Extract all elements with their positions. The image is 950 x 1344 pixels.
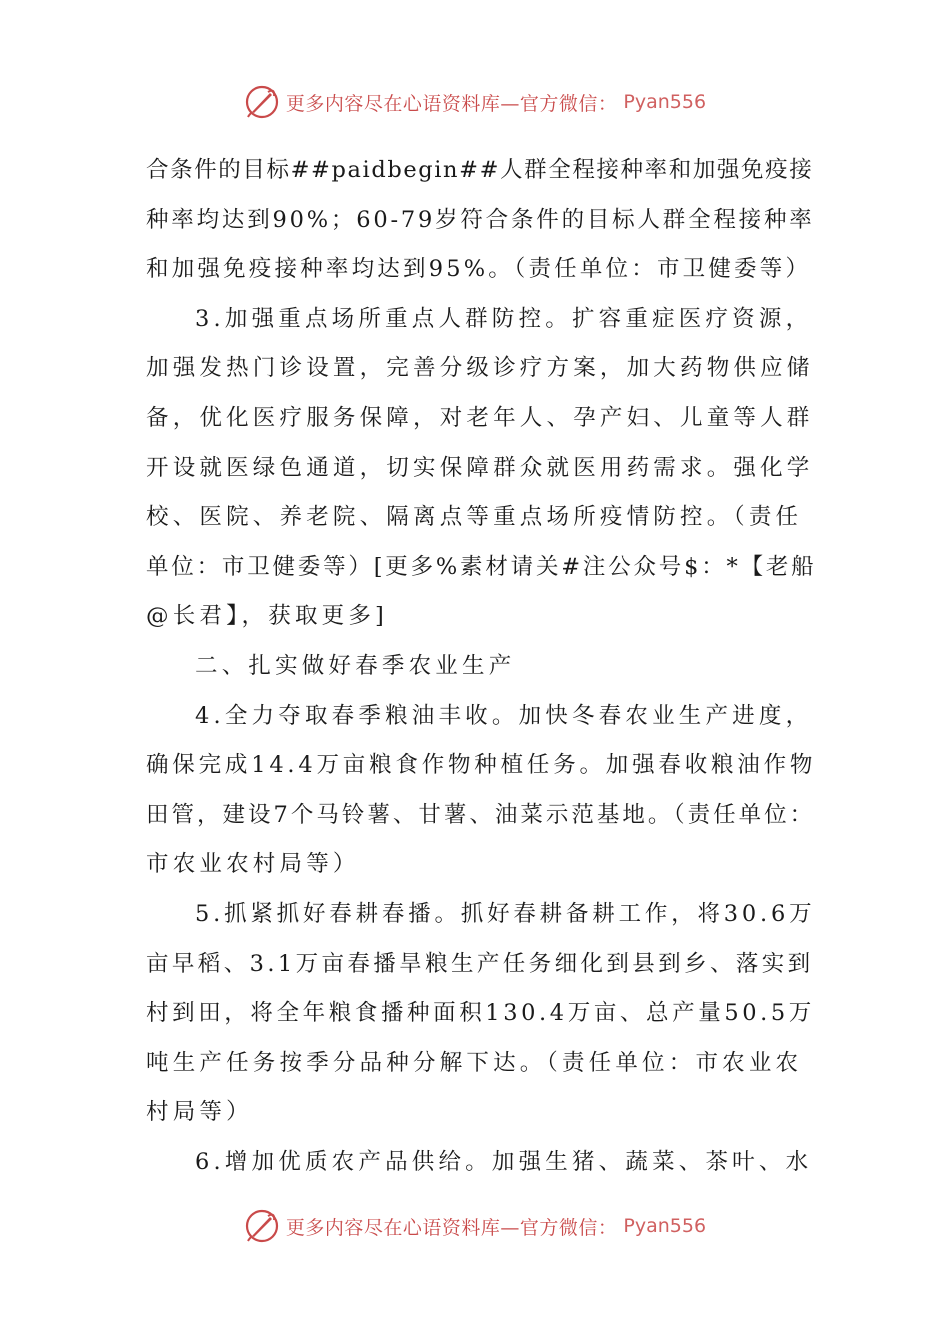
text-line: 市农业农村局等） [146,851,360,878]
quill-pen-icon [244,84,280,120]
text-line: 二、扎实做好春季农业生产 [195,652,516,679]
text-line: 备，优化医疗服务保障，对老年人、孕产妇、儿童等人群 [146,404,814,431]
text-line: 6.增加优质农产品供给。加强生猪、蔬菜、茶叶、水 [195,1148,813,1175]
document-body [146,146,816,1187]
text-line: 亩早稻、3.1万亩春播旱粮生产任务细化到县到乡、落实到 [146,950,814,977]
text-line: 确保完成14.4万亩粮食作物种植任务。加强春收粮油作物 [146,752,817,779]
text-line: 村到田，将全年粮食播种面积130.4万亩、总产量50.5万 [146,1000,815,1027]
text-line: 吨生产任务按季分品种分解下达。（责任单位：市农业农 [146,1049,803,1076]
watermark-wechat-id: Pyan556 [623,91,707,113]
quill-pen-icon [244,1208,280,1244]
text-line: 加强发热门诊设置，完善分级诊疗方案，加大药物供应储 [146,355,814,382]
watermark-header [0,84,950,120]
text-line: 田管，建设7个马铃薯、甘薯、油菜示范基地。（责任单位： [146,801,816,828]
text-line: 合条件的目标##paidbegin##人群全程接种率和加强免疫接 [146,157,814,183]
watermark-text: 更多内容尽在心语资料库—官方微信： [285,92,618,115]
text-line: 4.全力夺取春季粮油丰收。加快冬春农业生产进度， [195,702,813,729]
text-line: 3.加强重点场所重点人群防控。扩容重症医疗资源， [195,305,813,332]
watermark-text: 更多内容尽在心语资料库—官方微信： [285,1216,618,1239]
text-line: 开设就医绿色通道，切实保障群众就医用药需求。强化学 [146,454,814,481]
watermark-wechat-id: Pyan556 [623,1215,707,1237]
text-line: 校、医院、养老院、隔离点等重点场所疫情防控。（责任 [146,504,803,531]
text-line: 和加强免疫接种率均达到95%。（责任单位：市卫健委等） [146,256,812,283]
text-line: 单位：市卫健委等）[更多%素材请关#注公众号$：*【老船 [146,553,817,580]
text-line: 5.抓紧抓好春耕春播。抓好春耕备耕工作，将30.6万 [195,900,816,927]
watermark-footer [0,1208,950,1244]
text-line: 种率均达到90%；60-79岁符合条件的目标人群全程接种率 [146,206,815,233]
text-line: @长君】，获取更多] [146,603,389,630]
text-line: 村局等） [146,1099,253,1126]
